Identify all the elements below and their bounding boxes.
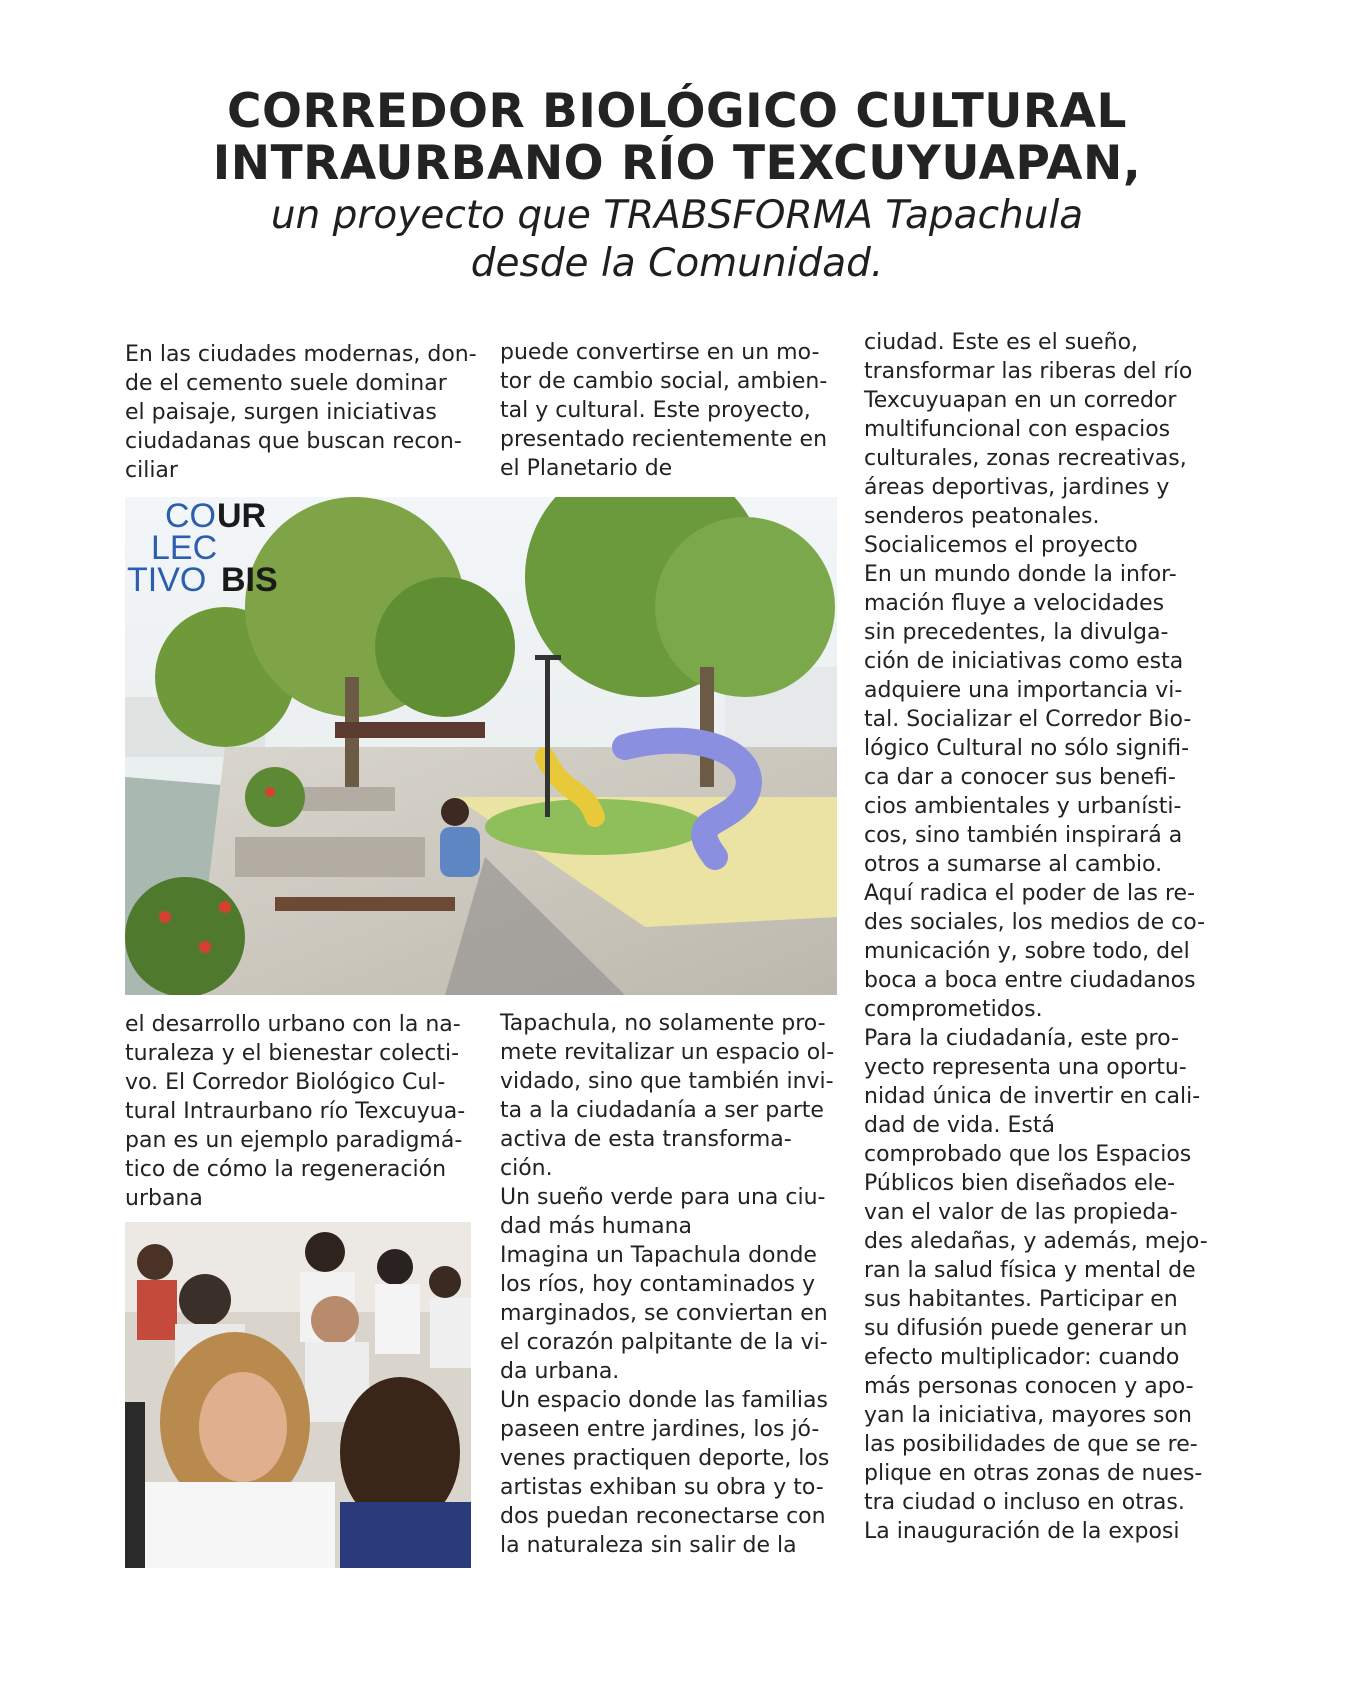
text-line: culturales, zonas recreativas, [864,446,1187,471]
text-line: ca dar a conocer sus benefi- [864,765,1176,790]
text-line: municación y, sobre todo, del [864,939,1190,964]
text-line: Públicos bien diseñados ele- [864,1171,1176,1196]
text-line: sin precedentes, la divulga- [864,620,1169,645]
text-line: paseen entre jardines, los jó- [500,1417,820,1442]
text-line: el corazón palpitante de la vi- [500,1330,828,1355]
text-line: vo. El Corredor Biológico Cul- [125,1070,446,1095]
text-line: cos, sino también inspirará a [864,823,1183,848]
text-line: tor de cambio social, ambien- [500,369,828,394]
text-line: turaleza y el bienestar colecti- [125,1041,460,1066]
text-line: dad de vida. Está [864,1113,1055,1138]
subheadline-line-1: un proyecto que TRABSFORMA Tapachula [270,193,1084,238]
text-line: multifuncional con espacios [864,417,1171,442]
text-line: pan es un ejemplo paradigmá- [125,1128,463,1153]
text-line: los ríos, hoy contaminados y [500,1272,815,1297]
subheadline-line-2: desde la Comunidad. [470,241,884,286]
text-line: ciudad. Este es el sueño, [864,330,1139,355]
text-line: Para la ciudadanía, este pro- [864,1026,1179,1051]
text-line: lógico Cultural no sólo signifi- [864,736,1190,761]
text-line: presentado recientemente en [500,427,828,452]
text-line: ciliar [125,458,178,483]
text-line: de el cemento suele dominar [125,371,447,396]
column-3-text [864,328,1208,1546]
text-line: activa de esta transforma- [500,1127,792,1152]
text-line: ta a la ciudadanía a ser parte [500,1098,824,1123]
text-line: áreas deportivas, jardines y [864,475,1170,500]
headline-line-1: CORREDOR BIOLÓGICO CULTURAL [227,84,1127,139]
text-line: cios ambientales y urbanísti- [864,794,1182,819]
text-line: Imagina un Tapachula donde [500,1243,817,1268]
text-line: urbana [125,1186,203,1211]
text-line: tal y cultural. Este proyecto, [500,398,811,423]
text-line: boca a boca entre ciudadanos [864,968,1196,993]
text-line: La inauguración de la exposi [864,1519,1180,1544]
text-line: adquiere una importancia vi- [864,678,1183,703]
text-line: van el valor de las propieda- [864,1200,1178,1225]
text-line: da urbana. [500,1359,620,1384]
text-line: tico de cómo la regeneración [125,1157,447,1182]
text-line: des aledañas, y además, mejo- [864,1229,1208,1254]
text-line: Socialicemos el proyecto [864,533,1138,558]
text-line: dad más humana [500,1214,692,1239]
text-line: ran la salud física y mental de [864,1258,1196,1283]
colectivo-urbis-logo: CO UR LEC TIVO BIS [127,497,278,599]
text-line: comprobado que los Espacios [864,1142,1192,1167]
text-line: ción de iniciativas como esta [864,649,1184,674]
text-line: senderos peatonales. [864,504,1100,529]
text-line: venes practiquen deporte, los [500,1446,830,1471]
text-line: yecto representa una oportu- [864,1055,1187,1080]
text-line: mete revitalizar un espacio ol- [500,1040,835,1065]
column-2-top-text [500,338,827,483]
column-2-bottom-text [500,1009,834,1560]
article-headline [0,86,1354,190]
text-line: Un espacio donde las familias [500,1388,828,1413]
text-line: la naturaleza sin salir de la [500,1533,797,1558]
text-line: Un sueño verde para una ciu- [500,1185,826,1210]
text-line: efecto multiplicador: cuando [864,1345,1180,1370]
text-line: des sociales, los medios de co- [864,910,1206,935]
text-line: tal. Socializar el Corredor Bio- [864,707,1192,732]
article-subheadline [0,192,1354,288]
text-line: marginados, se conviertan en [500,1301,828,1326]
text-line: el desarrollo urbano con la na- [125,1012,461,1037]
text-line: comprometidos. [864,997,1043,1022]
text-line: vidado, sino que también invi- [500,1069,834,1094]
text-line: las posibilidades de que se re- [864,1432,1198,1457]
text-line: más personas conocen y apo- [864,1374,1194,1399]
text-line: su difusión puede generar un [864,1316,1188,1341]
text-line: artistas exhiban su obra y to- [500,1475,824,1500]
text-line: el Planetario de [500,456,673,481]
text-line: Texcuyuapan en un corredor [864,388,1177,413]
text-line: ciudadanas que buscan recon- [125,429,462,454]
text-line: plique en otras zonas de nues- [864,1461,1203,1486]
text-line: mación fluye a velocidades [864,591,1165,616]
headline-line-2: INTRAURBANO RÍO TEXCUYUAPAN, [212,136,1142,191]
text-line: nidad única de invertir en cali- [864,1084,1201,1109]
audience-photo [125,1222,471,1568]
text-line: tural Intraurbano río Texcuyua- [125,1099,466,1124]
park-rendering-image [125,497,837,995]
text-line: yan la iniciativa, mayores son [864,1403,1192,1428]
text-line: En las ciudades modernas, don- [125,342,477,367]
text-line: Aquí radica el poder de las re- [864,881,1196,906]
text-line: tra ciudad o incluso en otras. [864,1490,1185,1515]
text-line: ción. [500,1156,553,1181]
text-line: dos puedan reconectarse con [500,1504,826,1529]
text-line: otros a sumarse al cambio. [864,852,1163,877]
text-line: Tapachula, no solamente pro- [500,1011,826,1036]
text-line: En un mundo donde la infor- [864,562,1177,587]
column-1-top-text [125,340,477,485]
text-line: sus habitantes. Participar en [864,1287,1178,1312]
text-line: puede convertirse en un mo- [500,340,820,365]
column-1-bottom-text [125,1010,465,1213]
text-line: transformar las riberas del río [864,359,1193,384]
text-line: el paisaje, surgen iniciativas [125,400,437,425]
